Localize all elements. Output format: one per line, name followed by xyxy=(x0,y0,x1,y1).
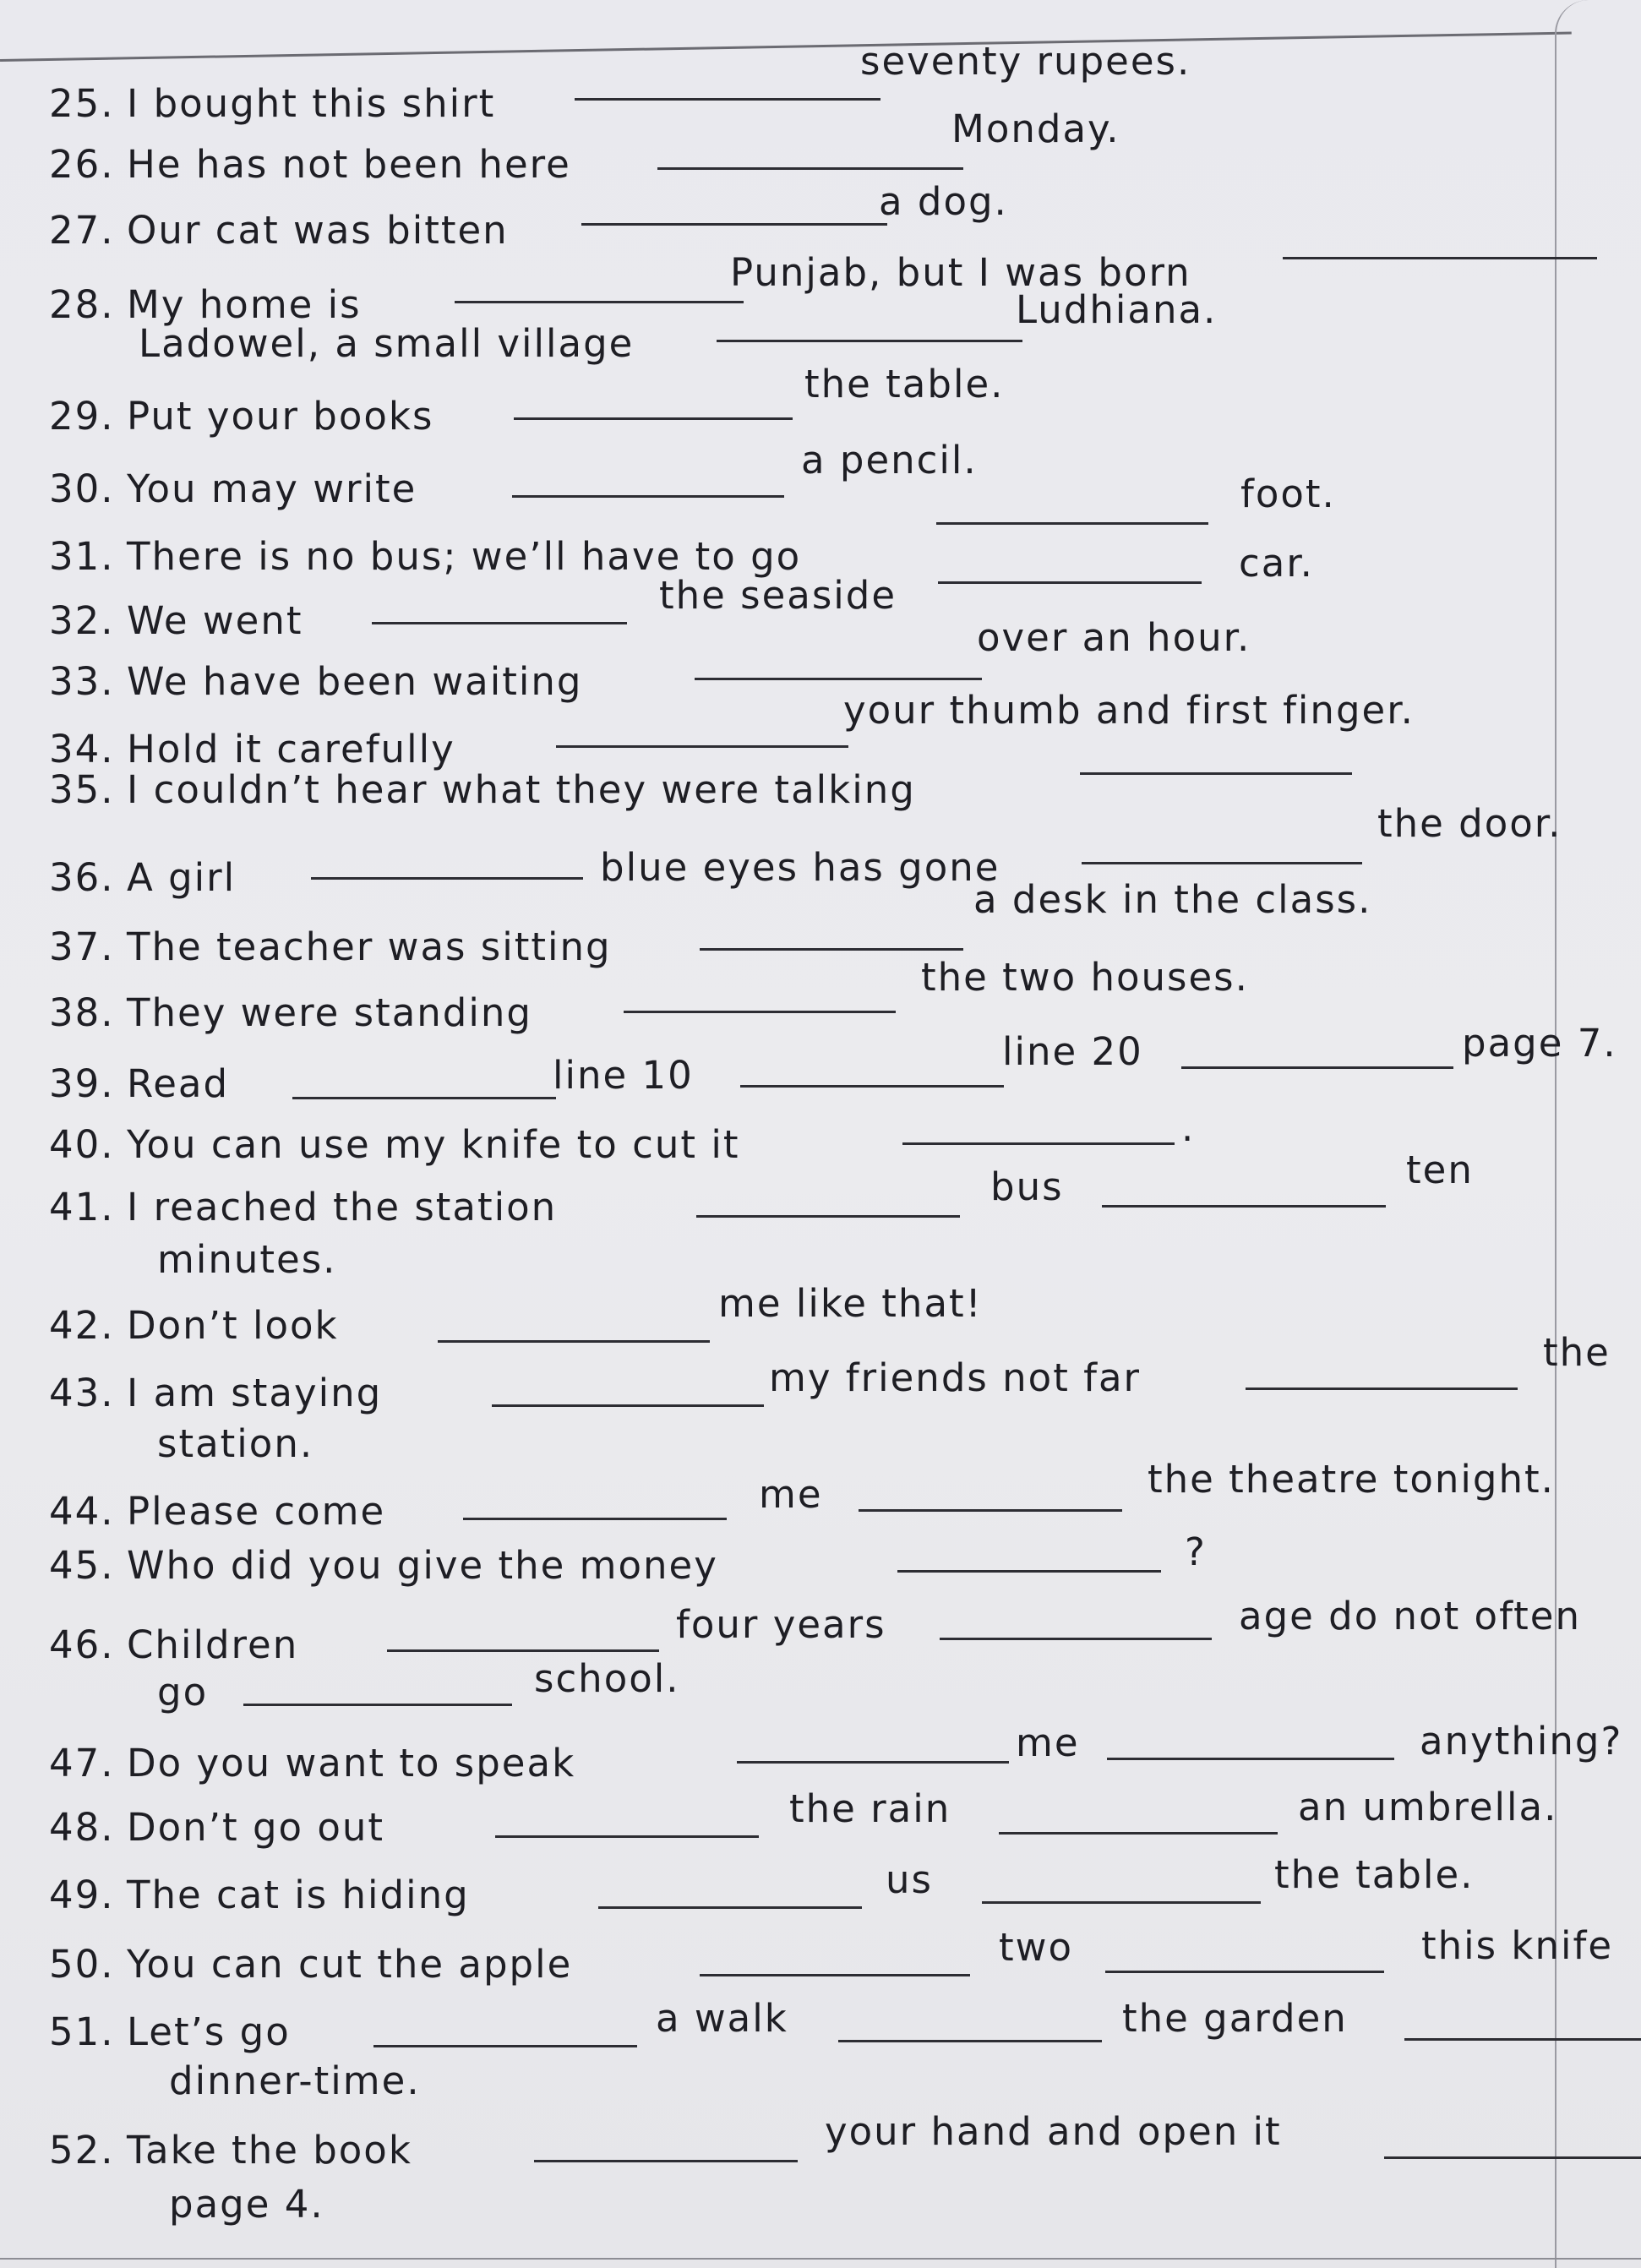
item-number: 50. xyxy=(49,1942,115,1987)
prompt-text: your hand and open it xyxy=(825,2109,1282,2154)
answer-blank[interactable] xyxy=(624,1011,896,1013)
answer-blank[interactable] xyxy=(717,340,1022,342)
item-number: 39. xyxy=(49,1061,115,1106)
answer-blank[interactable] xyxy=(512,495,784,498)
item-number: 26. xyxy=(49,142,115,187)
answer-blank[interactable] xyxy=(575,98,880,101)
answer-blank[interactable] xyxy=(897,1570,1161,1573)
item-number: 45. xyxy=(49,1543,115,1588)
prompt-text: dinner-time. xyxy=(169,2058,421,2103)
prompt-text: I couldn’t hear what they were talking xyxy=(127,767,916,812)
prompt-text: Let’s go xyxy=(127,2009,291,2054)
item-number: 29. xyxy=(49,394,115,439)
prompt-text: You can use my knife to cut it xyxy=(127,1122,740,1167)
answer-blank[interactable] xyxy=(700,948,963,951)
prompt-text: You may write xyxy=(127,466,417,511)
answer-blank[interactable] xyxy=(940,1638,1212,1640)
top-rule xyxy=(0,32,1572,62)
answer-blank[interactable] xyxy=(982,1901,1261,1904)
prompt-text: bus xyxy=(990,1164,1064,1209)
prompt-text: a dog. xyxy=(879,179,1008,224)
prompt-text: anything? xyxy=(1420,1719,1623,1764)
prompt-text: school. xyxy=(534,1656,680,1701)
prompt-text: I bought this shirt xyxy=(127,81,496,126)
answer-blank[interactable] xyxy=(438,1340,710,1343)
item-number: 40. xyxy=(49,1122,115,1167)
answer-blank[interactable] xyxy=(556,745,848,748)
answer-blank[interactable] xyxy=(1082,862,1362,864)
prompt-text: Punjab, but I was born xyxy=(730,250,1191,295)
item-number: 43. xyxy=(49,1371,115,1415)
answer-blank[interactable] xyxy=(737,1761,1009,1764)
prompt-text: The cat is hiding xyxy=(127,1873,470,1917)
prompt-text: Our cat was bitten xyxy=(127,208,509,253)
prompt-text: Hold it carefully xyxy=(127,727,455,771)
prompt-text: the table. xyxy=(1274,1852,1475,1897)
answer-blank[interactable] xyxy=(492,1404,764,1407)
answer-blank[interactable] xyxy=(495,1835,759,1838)
answer-blank[interactable] xyxy=(581,223,887,226)
prompt-text: My home is xyxy=(127,282,362,327)
prompt-text: Put your books xyxy=(127,394,434,439)
prompt-text: I reached the station xyxy=(127,1185,558,1229)
answer-blank[interactable] xyxy=(1246,1388,1518,1390)
prompt-text: line 20 xyxy=(1002,1029,1143,1074)
item-number: 49. xyxy=(49,1873,115,1917)
prompt-text: us xyxy=(886,1857,933,1902)
prompt-text: Monday. xyxy=(951,106,1120,151)
prompt-text: age do not often xyxy=(1239,1594,1581,1638)
prompt-text: a pencil. xyxy=(801,438,978,482)
answer-blank[interactable] xyxy=(455,301,744,303)
item-number: 47. xyxy=(49,1741,115,1786)
answer-blank[interactable] xyxy=(387,1649,659,1652)
prompt-text: We have been waiting xyxy=(127,659,583,704)
prompt-text: A girl xyxy=(127,855,237,900)
prompt-text: seventy rupees. xyxy=(860,39,1191,84)
answer-blank[interactable] xyxy=(372,622,627,624)
prompt-text: an umbrella. xyxy=(1298,1785,1558,1829)
prompt-text: the table. xyxy=(804,362,1005,406)
answer-blank[interactable] xyxy=(1384,2156,1641,2159)
prompt-text: Don’t look xyxy=(127,1303,339,1348)
prompt-text: a desk in the class. xyxy=(973,877,1372,922)
prompt-text: foot. xyxy=(1240,472,1336,516)
item-number: 52. xyxy=(49,2128,115,2173)
answer-blank[interactable] xyxy=(1181,1066,1453,1069)
item-number: 31. xyxy=(49,534,115,579)
answer-blank[interactable] xyxy=(534,2160,798,2162)
prompt-text: the xyxy=(1543,1330,1611,1375)
prompt-text: He has not been here xyxy=(127,142,571,187)
prompt-text: ? xyxy=(1185,1529,1207,1574)
item-number: 37. xyxy=(49,924,115,969)
answer-blank[interactable] xyxy=(311,877,583,880)
item-number: 36. xyxy=(49,855,115,900)
prompt-text: the seaside xyxy=(659,573,897,618)
prompt-text: Read xyxy=(127,1061,230,1106)
prompt-text: this knife xyxy=(1421,1923,1614,1968)
prompt-text: Who did you give the money xyxy=(127,1543,718,1588)
answer-blank[interactable] xyxy=(838,2040,1102,2042)
prompt-text: There is no bus; we’ll have to go xyxy=(127,534,802,579)
prompt-text: minutes. xyxy=(157,1237,337,1282)
prompt-text: line 10 xyxy=(553,1053,694,1098)
answer-blank[interactable] xyxy=(1107,1758,1394,1760)
prompt-text: over an hour. xyxy=(977,615,1251,660)
prompt-text: Please come xyxy=(127,1489,386,1534)
item-number: 48. xyxy=(49,1805,115,1850)
prompt-text: the theatre tonight. xyxy=(1148,1457,1555,1502)
prompt-text: page 4. xyxy=(169,2182,324,2227)
prompt-text: Children xyxy=(127,1622,299,1667)
answer-blank[interactable] xyxy=(999,1832,1278,1835)
item-number: 44. xyxy=(49,1489,115,1534)
bottom-rule xyxy=(0,2258,1641,2260)
prompt-text: me xyxy=(1016,1720,1080,1765)
item-number: 35. xyxy=(49,767,115,812)
prompt-text: my friends not far xyxy=(769,1355,1142,1400)
item-number: 34. xyxy=(49,727,115,771)
prompt-text: Do you want to speak xyxy=(127,1741,576,1786)
prompt-text: the two houses. xyxy=(921,955,1249,1000)
answer-blank[interactable] xyxy=(740,1085,1004,1088)
prompt-text: car. xyxy=(1239,541,1314,586)
answer-blank[interactable] xyxy=(1404,2038,1641,2041)
prompt-text: page 7. xyxy=(1462,1021,1617,1066)
prompt-text: the garden xyxy=(1122,1996,1348,2041)
answer-blank[interactable] xyxy=(373,2045,637,2047)
prompt-text: You can cut the apple xyxy=(127,1942,573,1987)
item-number: 42. xyxy=(49,1303,115,1348)
item-number: 27. xyxy=(49,208,115,253)
answer-blank[interactable] xyxy=(1080,772,1352,775)
answer-blank[interactable] xyxy=(1283,257,1597,259)
prompt-text: Take the book xyxy=(127,2128,412,2173)
prompt-text: I am staying xyxy=(127,1371,383,1415)
prompt-text: go xyxy=(157,1670,209,1715)
answer-blank[interactable] xyxy=(292,1097,556,1099)
answer-blank[interactable] xyxy=(696,1215,960,1218)
prompt-text: ten xyxy=(1406,1148,1474,1192)
prompt-text: your thumb and first finger. xyxy=(843,688,1415,733)
prompt-text: the rain xyxy=(789,1786,951,1831)
prompt-text: four years xyxy=(676,1602,886,1647)
answer-blank[interactable] xyxy=(695,678,982,680)
prompt-text: me like that! xyxy=(718,1281,983,1326)
prompt-text: two xyxy=(999,1925,1073,1970)
prompt-text: The teacher was sitting xyxy=(127,924,612,969)
prompt-text: Ladowel, a small village xyxy=(139,321,635,366)
prompt-text: the door. xyxy=(1377,801,1562,846)
answer-blank[interactable] xyxy=(657,167,963,170)
item-number: 51. xyxy=(49,2009,115,2054)
prompt-text: They were standing xyxy=(127,990,532,1035)
item-number: 46. xyxy=(49,1622,115,1667)
answer-blank[interactable] xyxy=(243,1704,512,1706)
prompt-text: We went xyxy=(127,598,303,643)
item-number: 38. xyxy=(49,990,115,1035)
prompt-text: Ludhiana. xyxy=(1016,287,1218,332)
answer-blank[interactable] xyxy=(859,1509,1122,1512)
item-number: 33. xyxy=(49,659,115,704)
item-number: 30. xyxy=(49,466,115,511)
answer-blank[interactable] xyxy=(463,1518,727,1520)
item-number: 28. xyxy=(49,282,115,327)
answer-blank[interactable] xyxy=(1105,1971,1384,1973)
answer-blank[interactable] xyxy=(1102,1205,1386,1208)
answer-blank[interactable] xyxy=(514,417,793,420)
answer-blank[interactable] xyxy=(938,581,1202,584)
item-number: 41. xyxy=(49,1185,115,1229)
prompt-text: blue eyes has gone xyxy=(600,845,1000,890)
prompt-text: station. xyxy=(157,1421,314,1466)
item-number: 32. xyxy=(49,598,115,643)
answer-blank[interactable] xyxy=(700,1974,970,1976)
item-number: 25. xyxy=(49,81,115,126)
prompt-text: Don’t go out xyxy=(127,1805,385,1850)
answer-blank[interactable] xyxy=(598,1906,862,1909)
answer-blank[interactable] xyxy=(936,522,1208,525)
prompt-text: me xyxy=(759,1472,823,1517)
prompt-text: . xyxy=(1181,1105,1196,1150)
prompt-text: a walk xyxy=(656,1996,788,2041)
answer-blank[interactable] xyxy=(902,1142,1175,1145)
